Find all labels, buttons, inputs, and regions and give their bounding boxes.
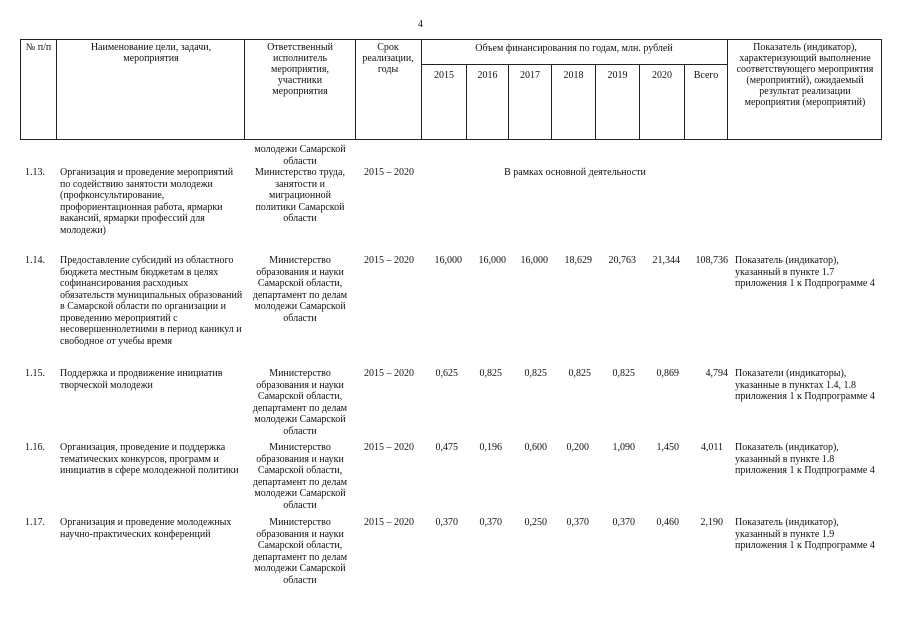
row-value-2020: 1,450	[656, 442, 679, 453]
row-value-2015: 16,000	[434, 255, 462, 266]
header-year-2020: 2020	[652, 70, 672, 81]
row-executor: Министерство труда, занятости и миграционной политики Самарской области	[255, 167, 345, 224]
row-value-total: 108,736	[695, 255, 728, 266]
row-indicator: Показатель (индикатор), указанный в пункте 1.8 приложения 1 к Подпрограмме 4	[735, 442, 875, 476]
row-executor: Министерство образования и науки Самарской области, департамент по делам молодежи Самарской области	[252, 517, 348, 586]
header-term: Срок реализации, годы	[362, 42, 414, 75]
header-financing: Объем финансирования по годам, млн. рублей	[475, 43, 673, 54]
header-year-2016: 2016	[477, 70, 498, 81]
row-name: Организация и проведение мероприятий по содействию занятости молодежи (профконсультирование, профориентационная работа, ярмарки вакансий, ярмарки профессий для молодежи)	[60, 167, 234, 236]
row-value-2019: 0,825	[612, 368, 635, 379]
page-number: 4	[418, 19, 423, 30]
row-value-2016: 0,196	[479, 442, 502, 453]
row-value-2020: 0,460	[656, 517, 679, 528]
row-term: 2015 – 2020	[364, 255, 414, 266]
row-value-2017: 0,600	[524, 442, 547, 453]
row-value-2017: 16,000	[520, 255, 548, 266]
header-executor: Ответственный исполнитель мероприятия, участники мероприятия	[267, 42, 333, 97]
row-value-2018: 0,200	[566, 442, 589, 453]
row-note: В рамках основной деятельности	[504, 167, 646, 178]
row-indicator: Показатель (индикатор), указанный в пункте 1.9 приложения 1 к Подпрограмме 4	[735, 517, 875, 551]
header-year-2018: 2018	[563, 70, 584, 81]
row-value-2018: 0,825	[568, 368, 591, 379]
row-name: Поддержка и продвижение инициатив творческой молодежи	[60, 368, 223, 391]
row-term: 2015 – 2020	[364, 442, 414, 453]
row-num: 1.17.	[25, 517, 45, 528]
row-term: 2015 – 2020	[364, 517, 414, 528]
header-year-2015: 2015	[434, 70, 454, 81]
row-executor: Министерство образования и науки Самарской области, департамент по делам молодежи Самарской области	[252, 442, 348, 511]
row-value-2015: 0,370	[435, 517, 458, 528]
row-value-2016: 0,370	[479, 517, 502, 528]
row-value-2015: 0,475	[435, 442, 458, 453]
header-year-total: Всего	[693, 70, 719, 81]
row-term: 2015 – 2020	[364, 368, 414, 379]
row-value-2016: 0,825	[479, 368, 502, 379]
row-value-2019: 0,370	[612, 517, 635, 528]
row-num: 1.16.	[25, 442, 45, 453]
row-name: Организация, проведение и поддержка тематических конкурсов, программ и инициатив в сфере молодежной политики	[60, 442, 239, 476]
header-year-2017: 2017	[520, 70, 540, 81]
carry-over-text: молодежи Самарской области	[254, 144, 346, 167]
header-name: Наименование цели, задачи, мероприятия	[90, 42, 212, 64]
row-indicator: Показатели (индикаторы), указанные в пунктах 1.4, 1.8 приложения 1 к Подпрограмме 4	[735, 368, 875, 402]
row-value-total: 4,011	[700, 442, 723, 453]
row-value-2020: 0,869	[656, 368, 679, 379]
row-value-2017: 0,250	[524, 517, 547, 528]
row-executor: Министерство образования и науки Самарской области, департамент по делам молодежи Самарской области	[252, 368, 348, 437]
row-value-2019: 1,090	[612, 442, 635, 453]
row-value-2019: 20,763	[608, 255, 636, 266]
row-value-total: 4,794	[705, 368, 728, 379]
row-value-2018: 0,370	[566, 517, 589, 528]
row-executor: Министерство образования и науки Самарской области, департамент по делам молодежи Самарской области	[252, 255, 348, 324]
header-num: № п/п	[25, 42, 52, 53]
header-indicator: Показатель (индикатор), характеризующий выполнение соответствующего мероприятия (мероприятий), ожидаемый результат реализации мероприятия (мероприятий)	[736, 42, 874, 108]
row-term: 2015 – 2020	[364, 167, 414, 178]
row-value-total: 2,190	[700, 517, 723, 528]
row-value-2018: 18,629	[564, 255, 592, 266]
row-num: 1.13.	[25, 167, 45, 178]
row-indicator: Показатель (индикатор), указанный в пункте 1.7 приложения 1 к Подпрограмме 4	[735, 255, 875, 289]
row-value-2015: 0,625	[435, 368, 458, 379]
row-name: Организация и проведение молодежных научно-практических конференций	[60, 517, 232, 540]
row-name: Предоставление субсидий из областного бюджета местным бюджетам в целях софинансирования расходных обязательств муниципальных образований в Самарской области по организации и проведению мероприятий с несовершеннолетними в период каникул и свободное от учебы время	[60, 255, 243, 347]
row-num: 1.15.	[25, 368, 45, 379]
row-value-2016: 16,000	[478, 255, 506, 266]
row-value-2017: 0,825	[524, 368, 547, 379]
header-year-2019: 2019	[607, 70, 628, 81]
row-value-2020: 21,344	[652, 255, 680, 266]
row-num: 1.14.	[25, 255, 45, 266]
